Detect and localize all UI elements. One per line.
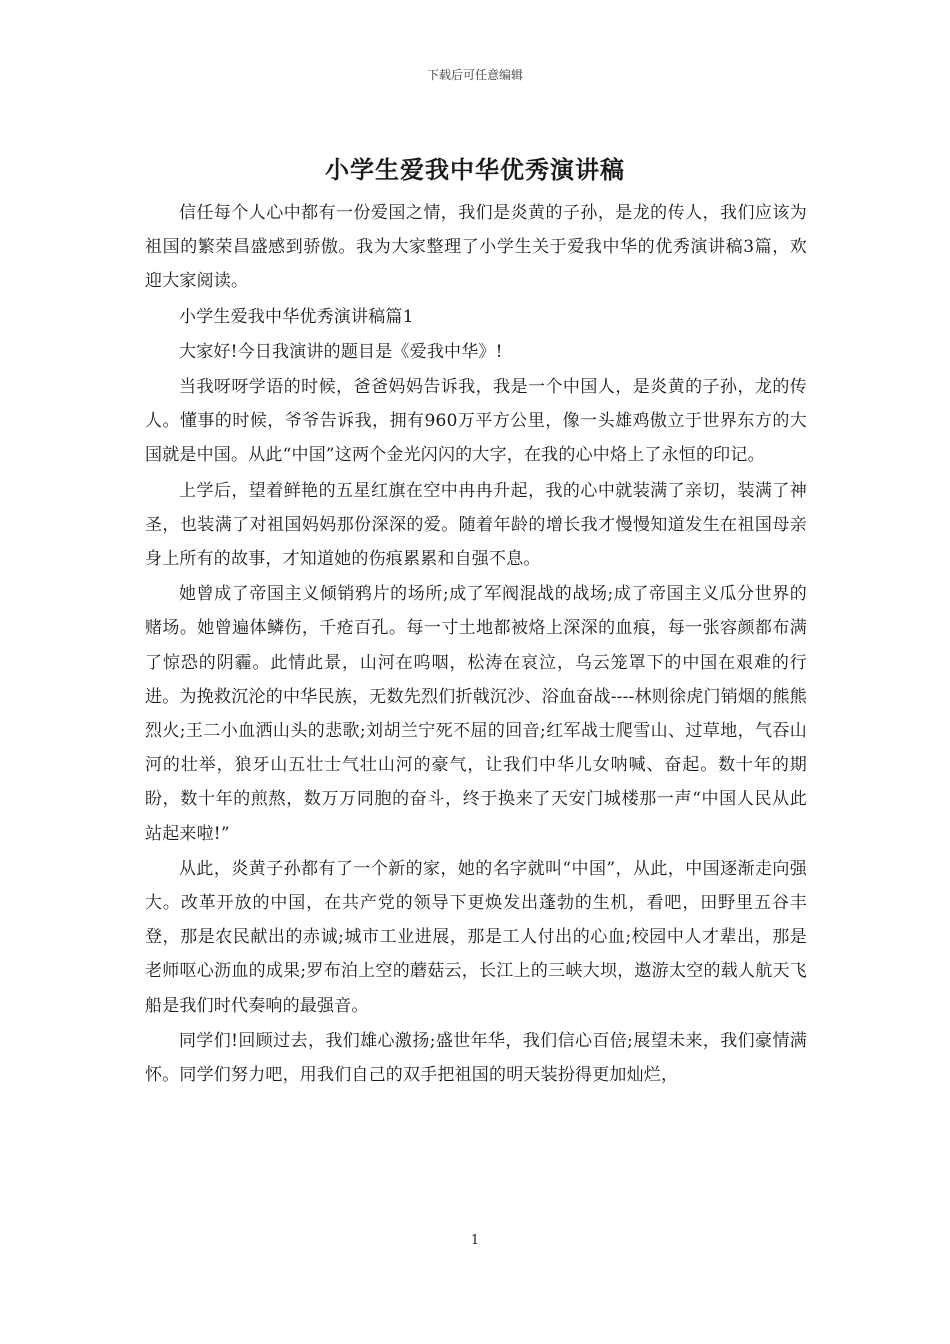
paragraph-history: 她曾成了帝国主义倾销鸦片的场所;成了军阀混战的战场;成了帝国主义瓜分世界的赌场。她曾遍体鳞伤，千疮百孔。每一寸土地都被烙上深深的血痕，每一张容颜都布满了惊恐的阴霾。此情此景，山河在呜咽，松涛在哀泣，乌云笼罩下的中国在艰难的行进。为挽救沉沦的中华民族，无数先烈们折戟沉沙、浴血奋战----林则徐虎门销烟的熊熊烈火;王二小血洒山头的悲歌;刘胡兰宁死不屈的回音;红军战士爬雪山、过草地，气吞山河的壮举，狼牙山五壮士气壮山河的豪气，让我们中华儿女呐喊、奋起。数十年的期盼，数十年的煎熬，数万万同胞的奋斗，终于换来了天安门城楼那一声“中国人民从此站起来啦!” bbox=[145, 584, 807, 844]
paragraph-school: 上学后，望着鲜艳的五星红旗在空中冉冉升起，我的心中就装满了亲切，装满了神圣，也装满了对祖国妈妈那份深深的爱。随着年龄的增长我才慢慢知道发生在祖国母亲身上所有的故事，才知道她的伤痕累累和自强不息。 bbox=[145, 480, 807, 570]
document-title: 小学生爱我中华优秀演讲稿 bbox=[325, 155, 625, 184]
paragraph-development: 从此，炎黄子孙都有了一个新的家，她的名字就叫“中国”，从此，中国逐渐走向强大。改革开放的中国，在共产党的领导下更焕发出蓬勃的生机，看吧，田野里五谷丰登，那是农民献出的赤诚;城市工业进展，那是工人付出的心血;校园中人才辈出，那是老师呕心沥血的成果;罗布泊上空的蘑菇云，长江上的三峡大坝，遨游太空的载人航天飞船是我们时代奏响的最强音。 bbox=[145, 858, 807, 1016]
page-number: 1 bbox=[470, 1233, 480, 1248]
document-body bbox=[145, 196, 807, 1093]
paragraph-intro: 信任每个人心中都有一份爱国之情，我们是炎黄的子孙，是龙的传人，我们应该为祖国的繁荣昌盛感到骄傲。我为大家整理了小学生关于爱我中华的优秀演讲稿3篇，欢迎大家阅读。 bbox=[145, 203, 807, 292]
header-note: 下载后可任意编辑 bbox=[426, 68, 523, 82]
paragraph-childhood: 当我呀呀学语的时候，爸爸妈妈告诉我，我是一个中国人，是炎黄的子孙，龙的传人。懂事的时候，爷爷告诉我，拥有960万平方公里，像一头雄鸡傲立于世界东方的大国就是中国。从此“中国”这两个金光闪闪的大字，在我的心中烙上了永恒的印记。 bbox=[145, 377, 807, 466]
paragraph-greeting: 大家好!今日我演讲的题目是《爱我中华》! bbox=[179, 341, 503, 362]
section-heading: 小学生爱我中华优秀演讲稿篇1 bbox=[179, 306, 414, 327]
paragraph-conclusion: 同学们!回顾过去，我们雄心激扬;盛世年华，我们信心百倍;展望未来，我们豪情满怀。同学们努力吧，用我们自己的双手把祖国的明天装扮得更加灿烂， bbox=[145, 1030, 807, 1086]
